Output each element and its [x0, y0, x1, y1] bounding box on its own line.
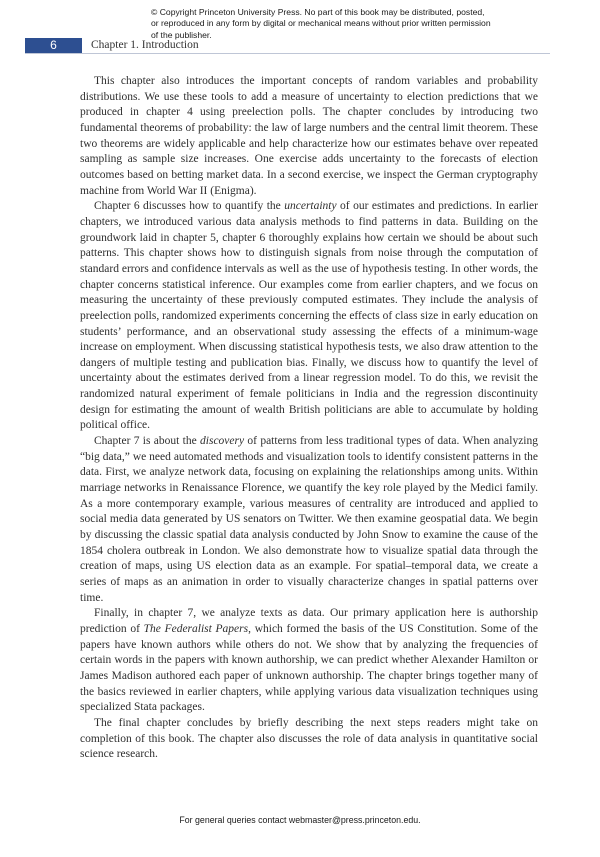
paragraph	[80, 74, 538, 199]
paragraph-text: Chapter 7 is about the	[94, 435, 201, 448]
paragraph	[80, 716, 538, 763]
paragraph-text: of our estimates and predictions. In earlier chapters, we introduced various data analysis methods to find patterns in data. Building on the groundwork laid in chapter 5, chapter 6 thoroughly explains how certain we should be about such patterns. This chapter shows how to distinguish signals from noise through the computation of standard errors and confidence intervals as well as the use of hypothesis testing. In other words, the chapter concerns statistical inference. Our examples come from earlier chapters, and we focus on measuring the uncertainty of these previously computed estimates. They include the analysis of preelection polls, randomized experiments concerning the effects of class size in early education on students’ performance, and an observational study assessing the effects of a minimum-wage increase on employment. When discussing statistical hypothesis tests, we also draw attention to the dangers of multiple testing and publication bias. Finally, we discuss how to quantify the level of uncertainty about the estimates derived from a linear regression model. To do this, we revisit the randomized natural experiment of female politicians in India and the regression discontinuity design for estimating the amount of wealth British politicians are able to accumulate by holding political office.	[80, 200, 538, 432]
paragraph	[80, 199, 538, 434]
paragraph	[80, 434, 538, 606]
paragraph-text: , which formed the basis of the US Constitution. Some of the papers have known authors while others do not. We show that by analyzing the frequencies of certain words in the papers with known authorship, we can predict whether Alexander Hamilton or James Madison authored each paper of unknown authorship. The chapter brings together many of the basics reviewed in earlier chapters, while applying various data visualization techniques using specialized Stata packages.	[80, 622, 538, 714]
header-rule	[25, 53, 550, 54]
emphasis-text: uncertainty	[284, 200, 337, 213]
footer-contact: For general queries contact webmaster@press.princeton.edu.	[179, 815, 421, 825]
paragraph-text: Finally, in chapter 7, we analyze texts as data. Our primary application here is authorship prediction of	[80, 607, 538, 635]
paragraph-text: Chapter 6 discusses how to quantify the	[94, 200, 285, 213]
body-text	[80, 74, 538, 763]
paragraph	[80, 606, 538, 716]
page-number: 6	[25, 38, 82, 53]
emphasis-text: The Federalist Papers	[143, 622, 249, 635]
paragraph-text: The final chapter concludes by briefly describing the next steps readers might take on completion of this book. The chapter also discusses the role of data analysis in quantitative social science research.	[80, 716, 538, 761]
paragraph-text: of patterns from less traditional types of data. When analyzing “big data,” we need automated methods and visualization tools to identify consistent patterns in the data. First, we analyze network data, focusing on explaining the relationships among units. Within marriage networks in Renaissance Florence, we quantify the key role played by the Medici family. As a more contemporary example, various measures of centrality are introduced and applied to social media data generated by US senators on Twitter. We then examine geospatial data. We begin by discussing the classic spatial data analysis conducted by John Snow to examine the cause of the 1854 cholera outbreak in London. We also demonstrate how to visualize spatial data through the creation of maps, using US election data as an example. For spatial–temporal data, we create a series of maps as an animation in order to visually characterize changes in spatial patterns over time.	[80, 435, 538, 604]
paragraph-text: This chapter also introduces the important concepts of random variables and probability distributions. We use these tools to add a measure of uncertainty to election predictions that we produced in chapter 4 using preelection polls. The chapter concludes by introducing two fundamental theorems of probability: the law of large numbers and the central limit theorem. These two theorems are widely applicable and help characterize how our estimates behave over repeated sampling as sample size increases. One exercise adds uncertainty to the forecasts of election outcomes based on betting market data. In a second exercise, we inspect the German cryptography machine from World War II (Enigma).	[80, 75, 538, 197]
running-head: Chapter 1. Introduction	[91, 39, 199, 51]
copyright-notice: © Copyright Princeton University Press. No part of this book may be distributed, posted, or reproduced in any form by digital or mechanical means without prior written permission of the publisher.	[151, 7, 491, 40]
emphasis-text: discovery	[200, 435, 245, 448]
